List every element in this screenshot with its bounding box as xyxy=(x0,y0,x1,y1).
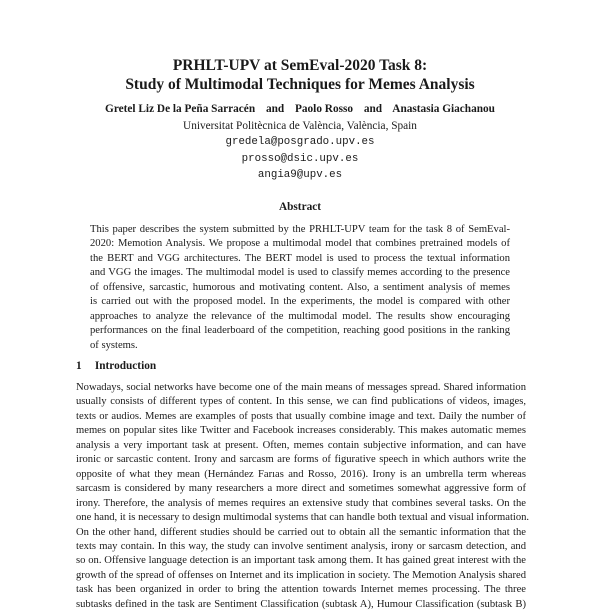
author-separator: and xyxy=(363,103,383,115)
body-line: usually consists of different types of content. In this sense, we can find publications of videos, images, xyxy=(76,396,526,408)
body-line: memes on popular sites like Twitter and Facebook increases considerably. This makes automatic memes xyxy=(76,425,526,437)
body-line: opposite of what they mean (Hernández Farıas and Rosso, 2016). Irony is an umbrella term whereas xyxy=(76,468,526,480)
body-line: so on. Offensive language detection is an important task among them. It has gained great interest with the xyxy=(76,555,526,567)
author-email: gredela@posgrado.upv.es xyxy=(225,136,375,148)
body-line: irony. Therefore, the analysis of memes requires an extensive study that combines several tasks. On the xyxy=(76,497,526,509)
abstract-line: of systems. xyxy=(90,339,138,351)
abstract-line: is carried out with the proposed model. In the experiments, the model is compared with other xyxy=(90,296,510,308)
author-affiliation: Universitat Politècnica de València, València, Spain xyxy=(183,120,417,132)
author-emails xyxy=(0,134,600,184)
author-name: Anastasia Giachanou xyxy=(392,103,495,115)
author-name: Gretel Liz De la Peña Sarracén xyxy=(105,103,256,115)
body-line: growth of the spread of offenses on Internet and its implication in society. The Memotion Analysis shared xyxy=(76,569,526,581)
abstract-line: the BERT and VGG architectures. The BERT model is used to process the textual information xyxy=(90,252,510,264)
abstract-line: This paper describes the system submitted by the PRHLT-UPV team for the task 8 of SemEval- xyxy=(90,224,510,235)
paper-title xyxy=(0,56,600,94)
body-line: analysis a very important task at present. Often, memes contain subjective information, and can have xyxy=(76,439,526,451)
abstract-line: approaches to analyze the relevance of the multimodal model. The results show encouraging xyxy=(90,310,510,322)
author-name: Paolo Rosso xyxy=(294,103,354,115)
body-line: texts may contain. In this way, the study can involve sentiment analysis, irony or sarcasm detection, and xyxy=(76,540,526,552)
body-line: texts or audios. Memes are examples of posts that usually combine image and text. Daily the number of xyxy=(76,410,526,422)
body-line: ironic or sarcastic content. Irony and sarcasm are forms of figurative speech in which authors write the xyxy=(76,454,526,466)
title-line-1: PRHLT-UPV at SemEval-2020 Task 8: xyxy=(172,57,428,74)
section-heading-introduction xyxy=(76,359,156,373)
body-line: one hand, it is necessary to design multimodal systems that can handle both textual and visual information. xyxy=(76,512,530,524)
abstract-line: of offensive, sarcastic, humorous and motivating content. Also, a sentiment analysis of memes xyxy=(90,281,510,293)
title-line-2: Study of Multimodal Techniques for Memes Analysis xyxy=(125,76,475,93)
section-number: 1 xyxy=(76,360,82,372)
body-line: subtasks defined in the task are Sentiment Classification (subtask A), Humour Classification (subtask B) xyxy=(76,598,526,610)
body-line: On the other hand, different studies should be carried out to obtain all the semantic information that the xyxy=(76,526,526,538)
author-email: prosso@dsic.upv.es xyxy=(241,152,359,165)
abstract-line: performances on the final leaderboard of the competition, reaching good positions in the ranking xyxy=(90,325,510,337)
body-line: sarcasm is considered by many researchers a more direct and sometimes somewhat aggressive form of xyxy=(76,483,526,495)
abstract-line: 2020: Memotion Analysis. We propose a multimodal model that combines pretrained models of xyxy=(90,238,510,250)
author-list xyxy=(0,102,600,116)
author-separator: and xyxy=(265,103,285,115)
abstract-heading: Abstract xyxy=(278,201,322,213)
body-line: task has been organized in order to bring the attention towards Internet memes processing. The three xyxy=(76,584,526,596)
body-line: Nowadays, social networks have become one of the main means of messages spread. Shared information xyxy=(76,382,526,393)
introduction-body xyxy=(76,381,530,612)
abstract-body xyxy=(90,223,510,353)
abstract-line: and VGG the images. The multimodal model is used to classify memes according to the presence xyxy=(90,267,510,279)
author-email: angia9@upv.es xyxy=(257,169,343,181)
section-title: Introduction xyxy=(94,360,157,372)
